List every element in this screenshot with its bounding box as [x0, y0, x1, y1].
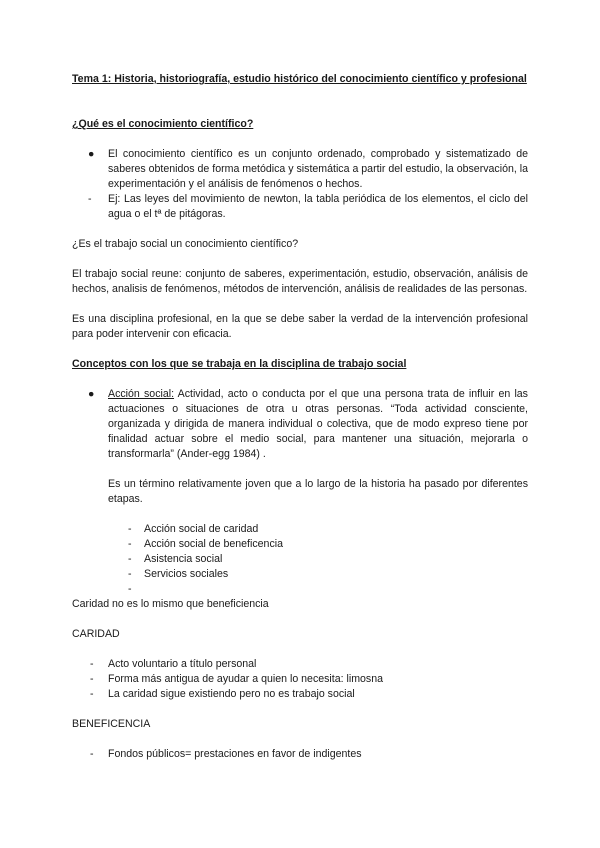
document-title: Tema 1: Historia, historiografía, estudio histórico del conocimiento científico y profesional	[72, 73, 527, 85]
bullet-dash-icon: -	[90, 658, 94, 670]
beneficencia-list	[72, 747, 528, 762]
bullet-dash-icon: -	[90, 688, 94, 700]
paragraph-termino: Es un término relativamente joven que a lo largo de la historia ha pasado por diferentes etapas.	[108, 478, 528, 505]
bullet-dash-icon: -	[128, 553, 132, 565]
list-item-text: Acción social de beneficencia	[144, 538, 283, 550]
question-text: ¿Es el trabajo social un conocimiento científico?	[72, 238, 299, 250]
list-item	[72, 567, 528, 582]
list-item-text: Fondos públicos= prestaciones en favor de indigentes	[108, 748, 362, 760]
list-item	[72, 747, 528, 762]
bullet-dash-icon: -	[90, 673, 94, 685]
caridad-list	[72, 657, 528, 702]
list-item	[72, 387, 528, 462]
bullet-dash-icon: -	[128, 538, 132, 550]
list-item-text: Forma más antigua de ayudar a quien lo necesita: limosna	[108, 673, 384, 685]
accion-social-text: Actividad, acto o conducta por el que una persona trata de influir en las actuaciones o situaciones de otra u otras personas. “Toda actividad consciente, organizada y dirigida de manera individual o colectiva, que de modo expreso tiene por finalidad actuar sobre el medio social, para mantener una situación, mejorarla o transformarla” (Ander-egg 1984) .	[108, 388, 528, 460]
accion-social-label: Acción social:	[108, 388, 175, 400]
bullet-dash-icon: -	[128, 523, 132, 535]
beneficencia-heading: BENEFICENCIA	[72, 718, 151, 730]
list-item	[72, 672, 528, 687]
paragraph-reune: El trabajo social reune: conjunto de saberes, experimentación, estudio, observación, análisis de hechos, analisis de fenómenos, métodos de intervención, análisis de realidades de las personas.	[72, 268, 528, 295]
conocimiento-list	[72, 147, 528, 222]
etapas-list	[72, 522, 528, 597]
list-item-text: El conocimiento científico es un conjunto ordenado, comprobado y sistematizado de saberes obtenidos de forma metódica y sistemática a partir del estudio, la observación, la experimentación y el análisis de fenómenos o hechos.	[108, 148, 528, 190]
caridad-note: Caridad no es lo mismo que beneficiencia	[72, 598, 269, 610]
conceptos-list	[72, 387, 528, 462]
list-item	[72, 522, 528, 537]
list-item	[72, 537, 528, 552]
bullet-dot-icon: ●	[88, 148, 95, 160]
list-item	[72, 582, 528, 597]
list-item	[72, 192, 528, 222]
list-item-text: Asistencia social	[144, 553, 223, 565]
list-item	[72, 552, 528, 567]
bullet-dot-icon: ●	[88, 388, 95, 400]
paragraph-disciplina: Es una disciplina profesional, en la que se debe saber la verdad de la intervención profesional para poder intervenir con eficacia.	[72, 313, 528, 340]
section-heading-conocimiento: ¿Qué es el conocimiento científico?	[72, 118, 254, 130]
list-item-text: La caridad sigue existiendo pero no es trabajo social	[108, 688, 355, 700]
list-item	[72, 687, 528, 702]
list-item	[72, 147, 528, 192]
document-body	[72, 72, 528, 762]
bullet-dash-icon: -	[128, 568, 132, 580]
list-item	[72, 657, 528, 672]
bullet-dash-icon: -	[90, 748, 94, 760]
caridad-heading: CARIDAD	[72, 628, 120, 640]
bullet-dash-icon: -	[88, 193, 92, 205]
list-item-text: Acto voluntario a título personal	[108, 658, 257, 670]
list-item-text: Acción social de caridad	[144, 523, 259, 535]
bullet-dash-icon: -	[128, 583, 132, 595]
list-item-text: Servicios sociales	[144, 568, 229, 580]
list-item-text: Ej: Las leyes del movimiento de newton, la tabla periódica de los elementos, el ciclo del agua o el tª de pitágoras.	[108, 193, 528, 220]
section-heading-conceptos: Conceptos con los que se trabaja en la disciplina de trabajo social	[72, 358, 407, 370]
